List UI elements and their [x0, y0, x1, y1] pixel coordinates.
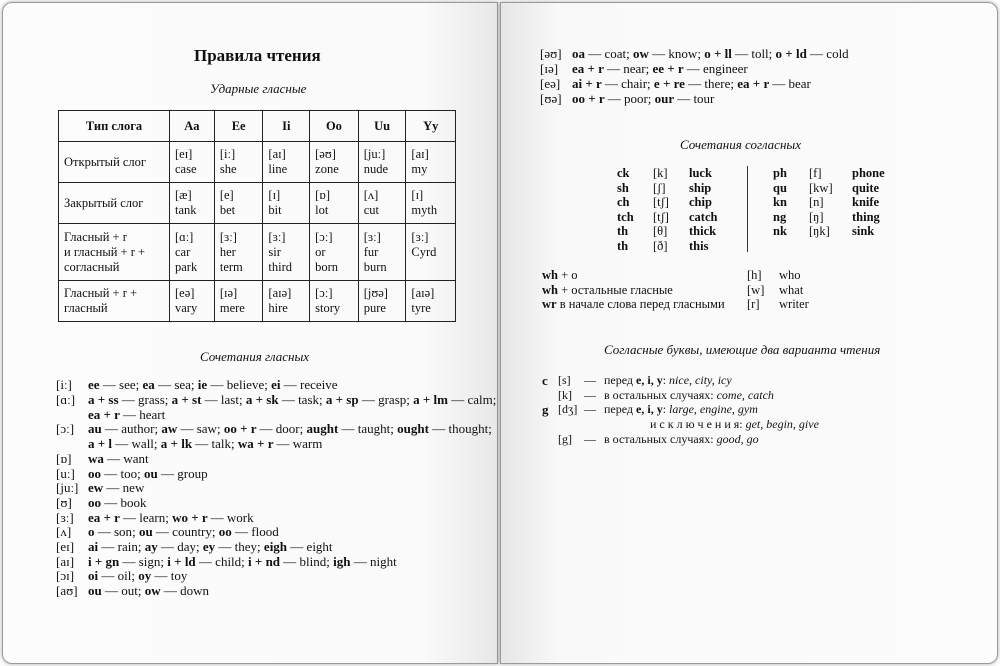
wh-ipa: [h] — [747, 268, 762, 282]
list-item: [ɑː] a + ss — grass; a + st — last; a + sk — task; a + sp — grasp; a + lm — calm; — [56, 392, 497, 407]
two-readings-heading: Согласные буквы, имеющие два варианта чтения — [604, 342, 881, 357]
table-header: Yy — [406, 111, 456, 142]
combo-row: ch [tʃ] chip — [617, 195, 712, 209]
list-item: [eɪ] ai — rain; ay — day; ey — they; eigh — eight — [56, 539, 333, 554]
list-item: [ɜː] ea + r — learn; wo + r — work — [56, 510, 254, 525]
table-row — [59, 281, 456, 322]
list-item: [ʊ] oo — book — [56, 495, 147, 510]
reading-row: [g] — в остальных случаях: good, go — [558, 432, 759, 446]
table-cell: [aɪə] hire — [263, 281, 310, 322]
table-cell: [ɪ] myth — [406, 183, 456, 224]
table-cell: [æ] tank — [170, 183, 215, 224]
table-cell: [eɪ] case — [170, 142, 215, 183]
list-item: [ʊə] oo + r — poor; our — tour — [540, 91, 715, 106]
table-cell: [əʊ] zone — [310, 142, 359, 183]
table-cell: [juː] nude — [358, 142, 406, 183]
combo-row: kn [n] knife — [773, 195, 880, 209]
table-cell: [iː] she — [214, 142, 263, 183]
list-item: [əʊ] oa — coat; ow — know; o + ll — toll; o + ld — cold — [540, 46, 849, 61]
combo-row: sh [ʃ] ship — [617, 180, 712, 195]
combo-row: nk [ŋk] sink — [773, 224, 875, 238]
table-header: Тип слога — [59, 111, 170, 142]
table-header: Ii — [263, 111, 310, 142]
wh-rule: wh + o — [542, 268, 578, 282]
row-label: Закрытый слог — [59, 183, 170, 224]
table-cell: [ɑː] car park — [170, 224, 215, 281]
table-cell: [ɜː] fur burn — [358, 224, 406, 281]
table-header: Oo — [310, 111, 359, 142]
list-item: [ɒ] wa — want — [56, 451, 149, 466]
table-row — [59, 224, 456, 281]
reading-row: [k] — в остальных случаях: come, catch — [558, 388, 774, 402]
table-cell: [ɔː] story — [310, 281, 359, 322]
letter-g: g — [542, 402, 549, 417]
combo-row: tch [tʃ] catch — [617, 209, 718, 224]
consonant-combos-heading: Сочетания согласных — [680, 137, 801, 152]
vowel-table — [58, 110, 456, 322]
table-cell: [ɪə] mere — [214, 281, 263, 322]
wh-example: writer — [779, 297, 809, 311]
table-cell: [aɪ] line — [263, 142, 310, 183]
row-label: Открытый слог — [59, 142, 170, 183]
table-row — [59, 183, 456, 224]
list-item: [aʊ] ou — out; ow — down — [56, 583, 210, 598]
letter-c: c — [542, 373, 548, 388]
table-cell: [ɪ] bit — [263, 183, 310, 224]
stressed-vowels-heading: Ударные гласные — [210, 81, 307, 96]
wh-rule: wh + остальные гласные — [542, 283, 673, 297]
table-cell: [ɜː] sir third — [263, 224, 310, 281]
wh-example: what — [779, 283, 804, 297]
wh-ipa: [r] — [747, 297, 760, 311]
table-cell: [ɜː] her term — [214, 224, 263, 281]
list-item: [juː] ew — new — [56, 480, 145, 495]
table-cell: [aɪ] my — [406, 142, 456, 183]
combo-row: qu [kw] quite — [773, 180, 880, 195]
list-item: [iː] ee — see; ea — sea; ie — believe; ei — receive — [56, 377, 338, 392]
row-label: Гласный + r и гласный + r + согласный — [59, 224, 170, 281]
table-cell: [ɜː] Cyrd — [406, 224, 456, 281]
list-item: [aɪ] i + gn — sign; i + ld — child; i + nd — blind; igh — night — [56, 554, 397, 569]
table-cell: [ɒ] lot — [310, 183, 359, 224]
table-cell: [aɪə] tyre — [406, 281, 456, 322]
table-header: Ee — [214, 111, 263, 142]
table-header: Aa — [170, 111, 215, 142]
combo-row: ng [ŋ] thing — [773, 209, 880, 224]
table-cell: [ɔː] or born — [310, 224, 359, 281]
list-item: [ʌ] o — son; ou — country; oo — flood — [56, 524, 279, 539]
column-divider — [747, 166, 748, 252]
list-item: ea + r — heart — [88, 407, 166, 422]
reading-row: и с к л ю ч е н и я: get, begin, give — [650, 417, 819, 431]
list-item: [ɔɪ] oi — oil; oy — toy — [56, 568, 188, 583]
table-row — [59, 142, 456, 183]
combo-row: th [ð] this — [617, 238, 709, 253]
wh-rule: wr в начале слова перед гласными — [542, 297, 725, 311]
table-header: Uu — [358, 111, 406, 142]
vowel-combos-heading: Сочетания гласных — [200, 349, 310, 364]
wh-ipa: [w] — [747, 283, 765, 297]
page-title: Правила чтения — [194, 46, 321, 65]
combo-row: ck [k] luck — [617, 166, 712, 180]
table-cell: [e] bet — [214, 183, 263, 224]
combo-row: ph [f] phone — [773, 166, 885, 180]
list-item: [uː] oo — too; ou — group — [56, 466, 208, 481]
list-item: [ɪə] ea + r — near; ee + r — engineer — [540, 61, 748, 76]
table-cell: [ʌ] cut — [358, 183, 406, 224]
reading-row: [dʒ] — перед e, i, y: large, engine, gym — [558, 402, 758, 416]
row-label: Гласный + r + гласный — [59, 281, 170, 322]
wh-example: who — [779, 268, 801, 282]
list-item: [eə] ai + r — chair; e + re — there; ea + r — bear — [540, 76, 811, 91]
list-item: [ɔː] au — author; aw — saw; oo + r — door; aught — taught; ought — thought; — [56, 421, 492, 436]
combo-row: th [θ] thick — [617, 224, 717, 238]
table-cell: [eə] vary — [170, 281, 215, 322]
list-item: a + l — wall; a + lk — talk; wa + r — warm — [88, 436, 323, 451]
table-cell: [jʊə] pure — [358, 281, 406, 322]
reading-row: [s] — перед e, i, y: nice, city, icy — [558, 373, 732, 387]
